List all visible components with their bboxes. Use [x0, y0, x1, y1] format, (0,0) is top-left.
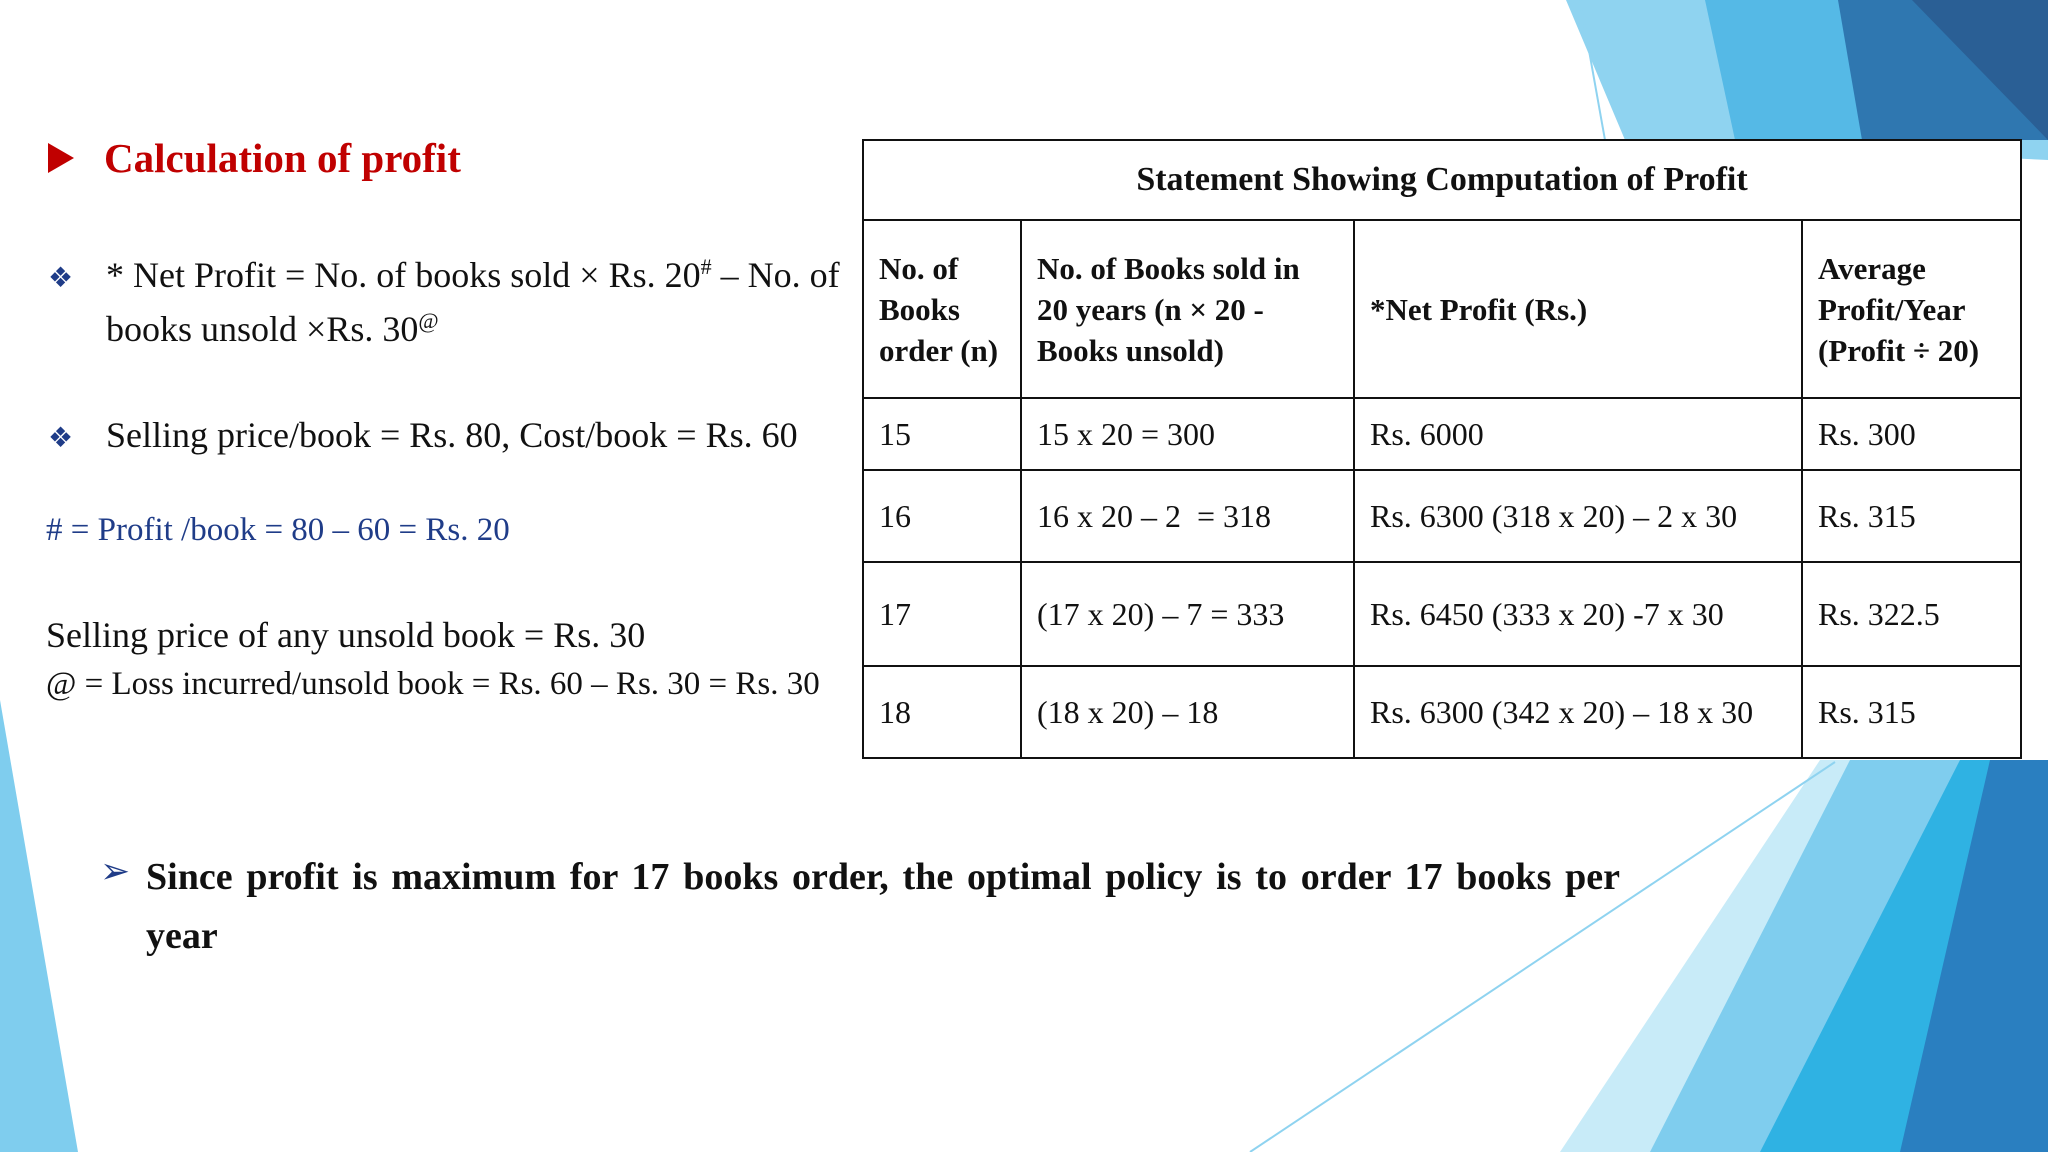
- cell-average: Rs. 315: [1802, 470, 2021, 562]
- diamond-cluster-icon: ❖: [48, 423, 74, 454]
- table-title: Statement Showing Computation of Profit: [863, 140, 2021, 220]
- unsold-price-text: Selling price of any unsold book = Rs. 30: [46, 615, 646, 655]
- cell-sold: (18 x 20) – 18: [1021, 666, 1354, 758]
- profit-per-book-note: # = Profit /book = 80 – 60 = Rs. 20: [46, 512, 510, 548]
- diamond-cluster-icon: ❖: [48, 263, 74, 294]
- table-row: [863, 470, 2021, 562]
- arrowhead-icon: ➢: [100, 851, 131, 891]
- header-net-profit: *Net Profit (Rs.): [1354, 220, 1802, 398]
- cell-sold: 15 x 20 = 300: [1021, 398, 1354, 470]
- loss-per-book-note: @ = Loss incurred/unsold book = Rs. 60 – Rs. 30 = Rs. 30: [46, 666, 820, 702]
- conclusion-bullet: [100, 848, 1620, 966]
- cell-order: 16: [863, 470, 1021, 562]
- profit-table: [862, 139, 2022, 759]
- cell-average: Rs. 322.5: [1802, 562, 2021, 666]
- selling-cost-bullet: [48, 408, 858, 466]
- net-profit-text: [106, 248, 858, 356]
- profit-computation-table: [862, 139, 2022, 759]
- heading-text: Calculation of profit: [104, 135, 461, 181]
- cell-order: 15: [863, 398, 1021, 470]
- cell-net-profit: Rs. 6300 (342 x 20) – 18 x 30: [1354, 666, 1802, 758]
- net-profit-sup-at: @: [418, 308, 439, 333]
- cell-net-profit: Rs. 6300 (318 x 20) – 2 x 30: [1354, 470, 1802, 562]
- cell-average: Rs. 300: [1802, 398, 2021, 470]
- table-row: [863, 562, 2021, 666]
- net-profit-prefix: * Net Profit = No. of books sold × Rs. 20: [106, 255, 701, 295]
- conclusion-text: Since profit is maximum for 17 books order, the optimal policy is to order 17 books per year: [146, 856, 1620, 957]
- cell-sold: (17 x 20) – 7 = 333: [1021, 562, 1354, 666]
- net-profit-sup-hash: #: [700, 254, 712, 279]
- net-profit-bullet: [48, 248, 858, 356]
- bg-shape-left-edge: [0, 700, 78, 1152]
- selling-cost-text: Selling price/book = Rs. 80, Cost/book = Rs. 60: [106, 415, 798, 455]
- net-profit-mid: – No. of books unsold ×Rs. 30: [106, 255, 840, 349]
- cell-net-profit: Rs. 6000: [1354, 398, 1802, 470]
- red-triangle-icon: [48, 143, 74, 173]
- cell-order: 18: [863, 666, 1021, 758]
- cell-sold: 16 x 20 – 2 = 318: [1021, 470, 1354, 562]
- cell-net-profit: Rs. 6450 (333 x 20) -7 x 30: [1354, 562, 1802, 666]
- table-row: [863, 398, 2021, 470]
- header-books-sold: No. of Books sold in 20 years (n × 20 - Books unsold): [1021, 220, 1354, 398]
- cell-average: Rs. 315: [1802, 666, 2021, 758]
- table-header-row: [863, 220, 2021, 398]
- section-heading: [48, 134, 461, 182]
- cell-order: 17: [863, 562, 1021, 666]
- table-row: [863, 666, 2021, 758]
- header-average-profit: Average Profit/Year (Profit ÷ 20): [1802, 220, 2021, 398]
- header-books-order: No. of Books order (n): [863, 220, 1021, 398]
